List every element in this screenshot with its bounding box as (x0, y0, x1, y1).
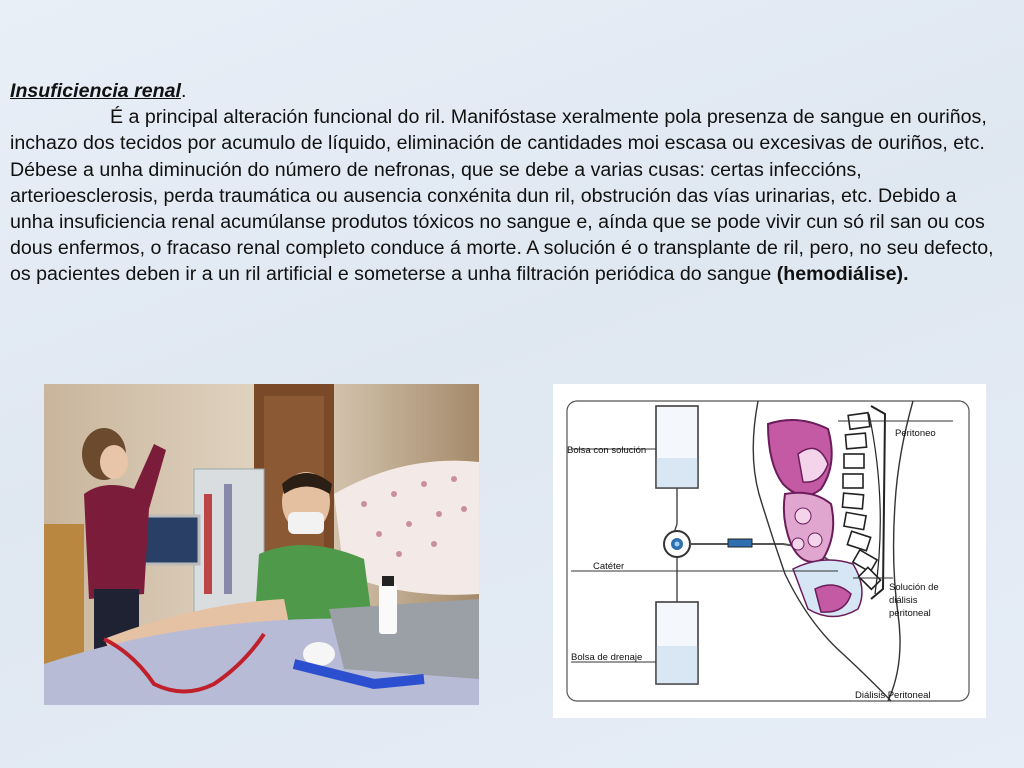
label-solucion-dialisis-1: Solución de (889, 582, 939, 593)
peritoneal-dialysis-diagram (553, 384, 986, 718)
label-peritoneo: Peritoneo (895, 428, 936, 439)
label-solucion-dialisis-3: peritoneal (889, 608, 931, 619)
paragraph-part1: É a principal alteración funcional do ril. Manifóstase xeralmente pola presenza de sangue en ouriños, inchazo dos tecidos por acumulo de líquido, eliminación de cantidades moi escasa ou excesivas de ouriños, etc. Débese a unha diminución do número de nefronas, que se debe a varias cusas: certas infeccións, arterioesclerosis, perda traumática ou ausencia conxénita dun ril, obstrución das vías urinarias, etc. (10, 106, 987, 207)
hemodialysis-photo (44, 384, 479, 705)
body-text (10, 78, 1000, 288)
diagram-caption: Diálisis Peritoneal (855, 690, 931, 701)
label-bolsa-solucion: Bolsa con solución (567, 445, 647, 456)
hemodialise-emphasis: (hemodiálise). (776, 263, 909, 286)
title-period: . (180, 80, 187, 102)
paragraph-part2: Debido a unha insuficiencia renal acumúlanse produtos tóxicos no sangue e, aínda que se pode vivir cun só ril san ou cos dous enfermos, o fracaso renal completo conduce á morte. A solución é o transplante de ril, pero, no seu defecto, os pacientes deben ir a un ril artificial e someterse a unha filtración periódica do sangue (10, 184, 994, 286)
label-cateter: Catéter (593, 561, 625, 572)
label-solucion-dialisis-2: diálisis (889, 595, 918, 606)
page-title: Insuficiencia renal (10, 80, 181, 102)
label-bolsa-drenaje: Bolsa de drenaje (571, 652, 643, 663)
